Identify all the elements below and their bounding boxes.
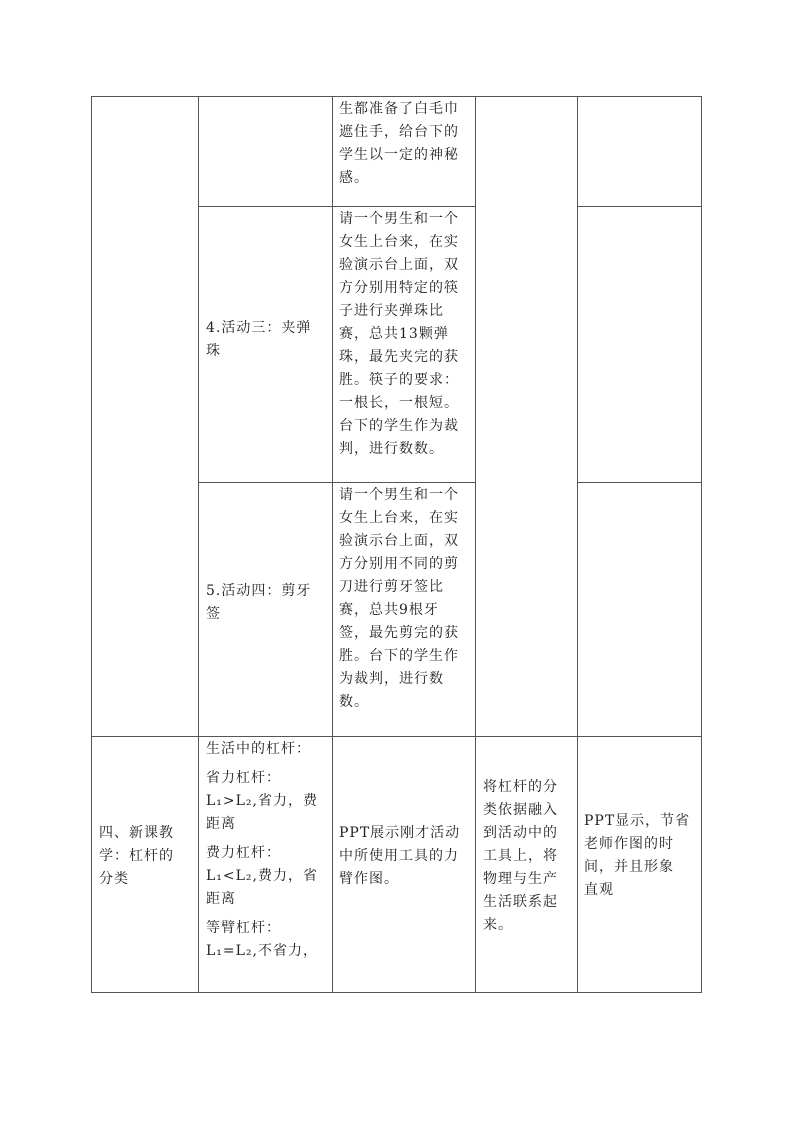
text-line: 距离	[206, 891, 236, 907]
table-left-border	[91, 96, 92, 993]
row-divider-1b	[577, 206, 702, 207]
row4-section-title	[99, 822, 195, 891]
row-divider-2	[198, 482, 476, 483]
text-line: 签，最先剪完的获	[339, 625, 459, 641]
text-line: 等臂杠杆：	[206, 920, 281, 936]
text-line: 一根长，一根短。	[339, 395, 459, 411]
row3-step-title	[206, 580, 328, 626]
column-divider-4	[577, 96, 578, 993]
row-divider-1	[198, 206, 476, 207]
text-line: 生活联系起	[483, 894, 558, 910]
text-line: 学生以一定的神秘	[339, 147, 459, 163]
text-line: 验演示台上面，双	[339, 533, 459, 549]
text-line: 工具上，将	[483, 848, 558, 864]
text-line: 子进行夹弹珠比	[339, 303, 444, 319]
text-line: 臂作图。	[339, 871, 399, 887]
column-divider-3	[475, 96, 476, 993]
text-line: 4.活动三：夹弹	[206, 320, 312, 336]
text-line: 距离	[206, 816, 236, 832]
text-line: 胜。台下的学生作	[339, 648, 459, 664]
text-line: 方分别用不同的剪	[339, 556, 459, 572]
text-line: 方分别用特定的筷	[339, 280, 459, 296]
table-bottom-border	[91, 992, 702, 993]
text-line: 老师作图的时	[584, 836, 674, 852]
text-line: 间，并且形象	[584, 859, 674, 875]
text-line: 费力杠杆：	[206, 845, 281, 861]
text-line: 胜。筷子的要求：	[339, 372, 459, 388]
row-divider-2b	[577, 482, 702, 483]
text-line: PPT显示，节省	[584, 813, 691, 829]
text-line: L₁=L₂,不省力，	[206, 943, 318, 959]
row4-media-note	[584, 810, 699, 902]
row2-activity-text	[339, 208, 473, 461]
row-divider-3	[91, 736, 702, 737]
row4-design-intent	[483, 776, 575, 937]
text-line: 四、新课教	[99, 825, 174, 841]
row2-step-title	[206, 317, 328, 363]
text-line: PPT展示刚才活动	[339, 825, 461, 841]
text-line: 中所使用工具的力	[339, 848, 459, 864]
column-divider-1	[198, 96, 199, 993]
text-line: 来。	[483, 917, 513, 933]
text-line: 5.活动四：剪牙	[206, 583, 312, 599]
text-line: 女生上台来，在实	[339, 234, 459, 250]
text-line: L₁<L₂,费力，省	[206, 868, 318, 884]
text-line: 刀进行剪牙签比	[339, 579, 444, 595]
text-line: 为裁判，进行数	[339, 671, 444, 687]
text-line: 女生上台来，在实	[339, 510, 459, 526]
text-line: 类依据融入	[483, 802, 558, 818]
table-right-border	[701, 96, 702, 993]
table-top-border	[91, 96, 702, 97]
text-line: 数。	[339, 694, 369, 710]
text-line: 台下的学生作为裁	[339, 418, 459, 434]
row3-activity-text	[339, 484, 473, 714]
text-line: 请一个男生和一个	[339, 211, 459, 227]
text-line: 学：杠杆的	[99, 848, 174, 864]
row1-activity-text	[339, 98, 473, 190]
text-line: 判，进行数数。	[339, 441, 444, 457]
row4-lever-types	[206, 738, 330, 963]
text-line: 签	[206, 606, 221, 622]
text-line: 遮住手，给台下的	[339, 124, 459, 140]
text-line: 物理与生产	[483, 871, 558, 887]
text-line: 验演示台上面，双	[339, 257, 459, 273]
text-line: 将杠杆的分	[483, 779, 558, 795]
text-line: 赛，总共9根牙	[339, 602, 439, 618]
lever-heading: 生活中的杠杆：	[206, 741, 311, 757]
text-line: 分类	[99, 871, 129, 887]
column-divider-2	[332, 96, 333, 993]
text-line: 赛，总共13颗弹	[339, 326, 449, 342]
text-line: 省力杠杆：	[206, 770, 281, 786]
text-line: 直观	[584, 882, 614, 898]
text-line: 珠	[206, 343, 221, 359]
text-line: 到活动中的	[483, 825, 558, 841]
text-line: 感。	[339, 170, 369, 186]
text-line: 请一个男生和一个	[339, 487, 459, 503]
text-line: L₁>L₂,省力，费	[206, 793, 318, 809]
row4-activity-text	[339, 822, 473, 891]
text-line: 生都准备了白毛巾	[339, 101, 459, 117]
text-line: 珠，最先夹完的获	[339, 349, 459, 365]
